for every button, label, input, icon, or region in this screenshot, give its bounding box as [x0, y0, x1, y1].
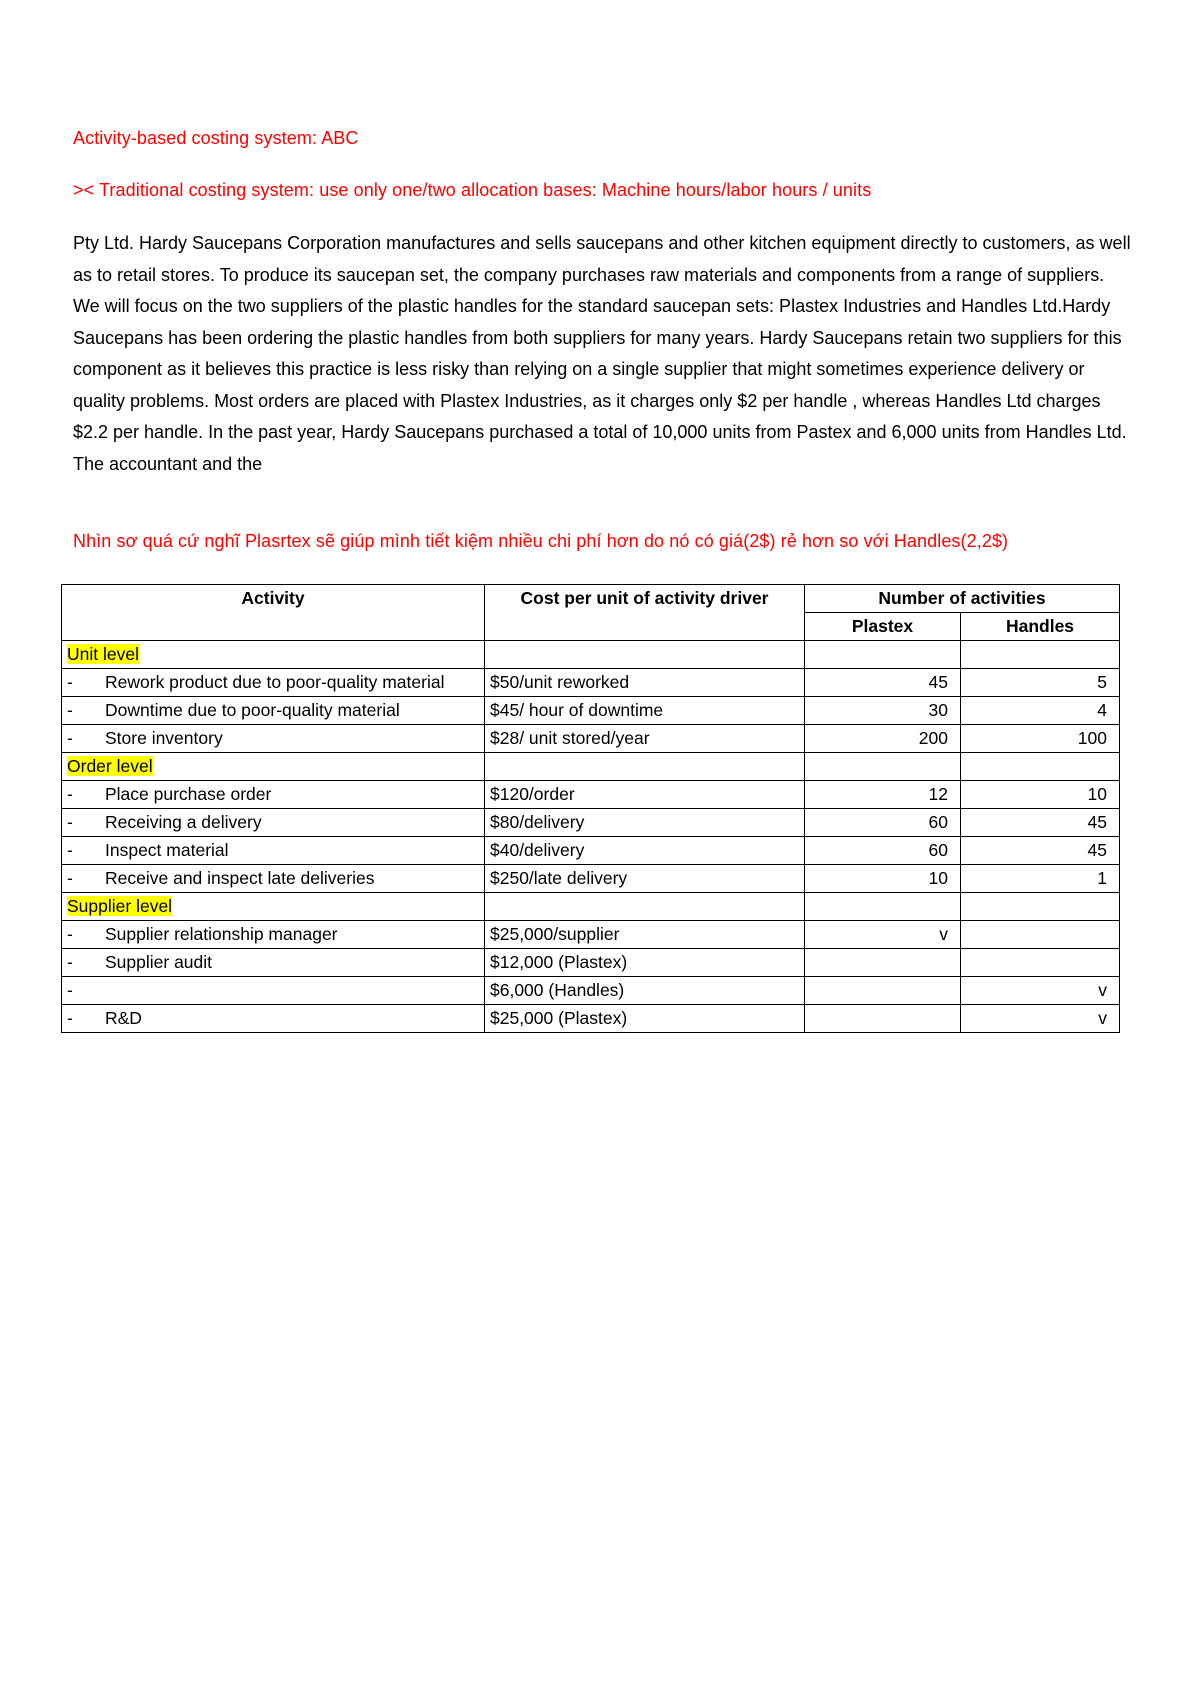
section-row-supplier-level — [62, 893, 1120, 921]
cost-cell: $80/delivery — [485, 809, 805, 837]
handles-cell: 45 — [961, 809, 1120, 837]
header-plastex: Plastex — [805, 613, 961, 641]
bullet-dash: - — [67, 672, 73, 692]
cost-cell: $50/unit reworked — [485, 669, 805, 697]
plastex-cell — [805, 977, 961, 1005]
bullet-dash: - — [67, 700, 73, 720]
bullet-dash: - — [67, 784, 73, 804]
section-label-order-level: Order level — [67, 756, 153, 776]
table-row — [62, 921, 1120, 949]
activity-cell: Receive and inspect late deliveries — [105, 868, 375, 888]
handles-cell — [961, 949, 1120, 977]
header-activity: Activity — [62, 585, 485, 641]
handles-cell: 4 — [961, 697, 1120, 725]
handles-cell: 1 — [961, 865, 1120, 893]
body-paragraph: Pty Ltd. Hardy Saucepans Corporation manufactures and sells saucepans and other kitchen equipment directly to customers, as well as to retail stores. To produce its saucepan set, the company purchases raw materials and components from a range of suppliers. We will focus on the two suppliers of the plastic handles for the standard saucepan sets: Plastex Industries and Handles Ltd.Hardy Saucepans has been ordering the plastic handles from both suppliers for many years. Hardy Saucepans retain two suppliers for this component as it believes this practice is less risky than relying on a single supplier that might sometimes experience delivery or quality problems. Most orders are placed with Plastex Industries, as it charges only $2 per handle , whereas Handles Ltd charges $2.2 per handle. In the past year, Hardy Saucepans purchased a total of 10,000 units from Pastex and 6,000 units from Handles Ltd. The accountant and the — [73, 233, 1131, 474]
bullet-dash: - — [67, 1008, 73, 1028]
handles-cell — [961, 921, 1120, 949]
plastex-cell: 60 — [805, 809, 961, 837]
plastex-cell — [805, 1005, 961, 1033]
bullet-dash: - — [67, 980, 73, 1000]
section-label-unit-level: Unit level — [67, 644, 139, 664]
cost-cell: $120/order — [485, 781, 805, 809]
activity-cell: Downtime due to poor-quality material — [105, 700, 400, 720]
header-cost: Cost per unit of activity driver — [485, 585, 805, 641]
bullet-dash: - — [67, 868, 73, 888]
activity-cell: Place purchase order — [105, 784, 272, 804]
handles-cell: v — [961, 977, 1120, 1005]
table-row — [62, 809, 1120, 837]
cost-cell: $40/delivery — [485, 837, 805, 865]
table-row — [62, 949, 1120, 977]
cost-cell: $25,000/supplier — [485, 921, 805, 949]
heading-traditional: >< Traditional costing system: use only one/two allocation bases: Machine hours/labor hours / units — [73, 180, 872, 200]
handles-cell: 100 — [961, 725, 1120, 753]
activity-cell: Rework product due to poor-quality material — [105, 672, 445, 692]
table-row — [62, 977, 1120, 1005]
table-row — [62, 725, 1120, 753]
cost-cell: $250/late delivery — [485, 865, 805, 893]
table-row — [62, 781, 1120, 809]
section-row-order-level — [62, 753, 1120, 781]
cost-cell: $6,000 (Handles) — [485, 977, 805, 1005]
handles-cell: 10 — [961, 781, 1120, 809]
plastex-cell — [805, 949, 961, 977]
header-handles: Handles — [961, 613, 1120, 641]
plastex-cell: 45 — [805, 669, 961, 697]
header-number-of-activities: Number of activities — [805, 585, 1120, 613]
activity-cell: Supplier relationship manager — [105, 924, 338, 944]
section-row-unit-level — [62, 641, 1120, 669]
plastex-cell: 60 — [805, 837, 961, 865]
heading-abc: Activity-based costing system: ABC — [73, 128, 359, 148]
vietnamese-note: Nhìn sơ quá cứ nghĩ Plasrtex sẽ giúp mình tiết kiệm nhiều chi phí hơn do nó có giá(2$) rẻ hơn so với Handles(2,2$) — [73, 531, 1009, 551]
table-row — [62, 837, 1120, 865]
plastex-cell: 10 — [805, 865, 961, 893]
plastex-cell: 200 — [805, 725, 961, 753]
bullet-dash: - — [67, 812, 73, 832]
plastex-cell: 30 — [805, 697, 961, 725]
table-row — [62, 865, 1120, 893]
plastex-cell: 12 — [805, 781, 961, 809]
cost-cell: $45/ hour of downtime — [485, 697, 805, 725]
activity-cost-table — [61, 584, 1120, 1033]
table-row — [62, 1005, 1120, 1033]
plastex-cell: v — [805, 921, 961, 949]
handles-cell: 45 — [961, 837, 1120, 865]
cost-cell: $12,000 (Plastex) — [485, 949, 805, 977]
activity-cell: Receiving a delivery — [105, 812, 262, 832]
activity-cell: Supplier audit — [105, 952, 213, 972]
bullet-dash: - — [67, 952, 73, 972]
cost-cell: $28/ unit stored/year — [485, 725, 805, 753]
activity-cell: R&D — [105, 1008, 142, 1028]
bullet-dash: - — [67, 840, 73, 860]
activity-cell: Store inventory — [105, 728, 223, 748]
bullet-dash: - — [67, 728, 73, 748]
section-label-supplier-level: Supplier level — [67, 896, 173, 916]
cost-cell: $25,000 (Plastex) — [485, 1005, 805, 1033]
handles-cell: v — [961, 1005, 1120, 1033]
activity-cell: Inspect material — [105, 840, 229, 860]
table-row — [62, 669, 1120, 697]
bullet-dash: - — [67, 924, 73, 944]
table-row — [62, 697, 1120, 725]
handles-cell: 5 — [961, 669, 1120, 697]
